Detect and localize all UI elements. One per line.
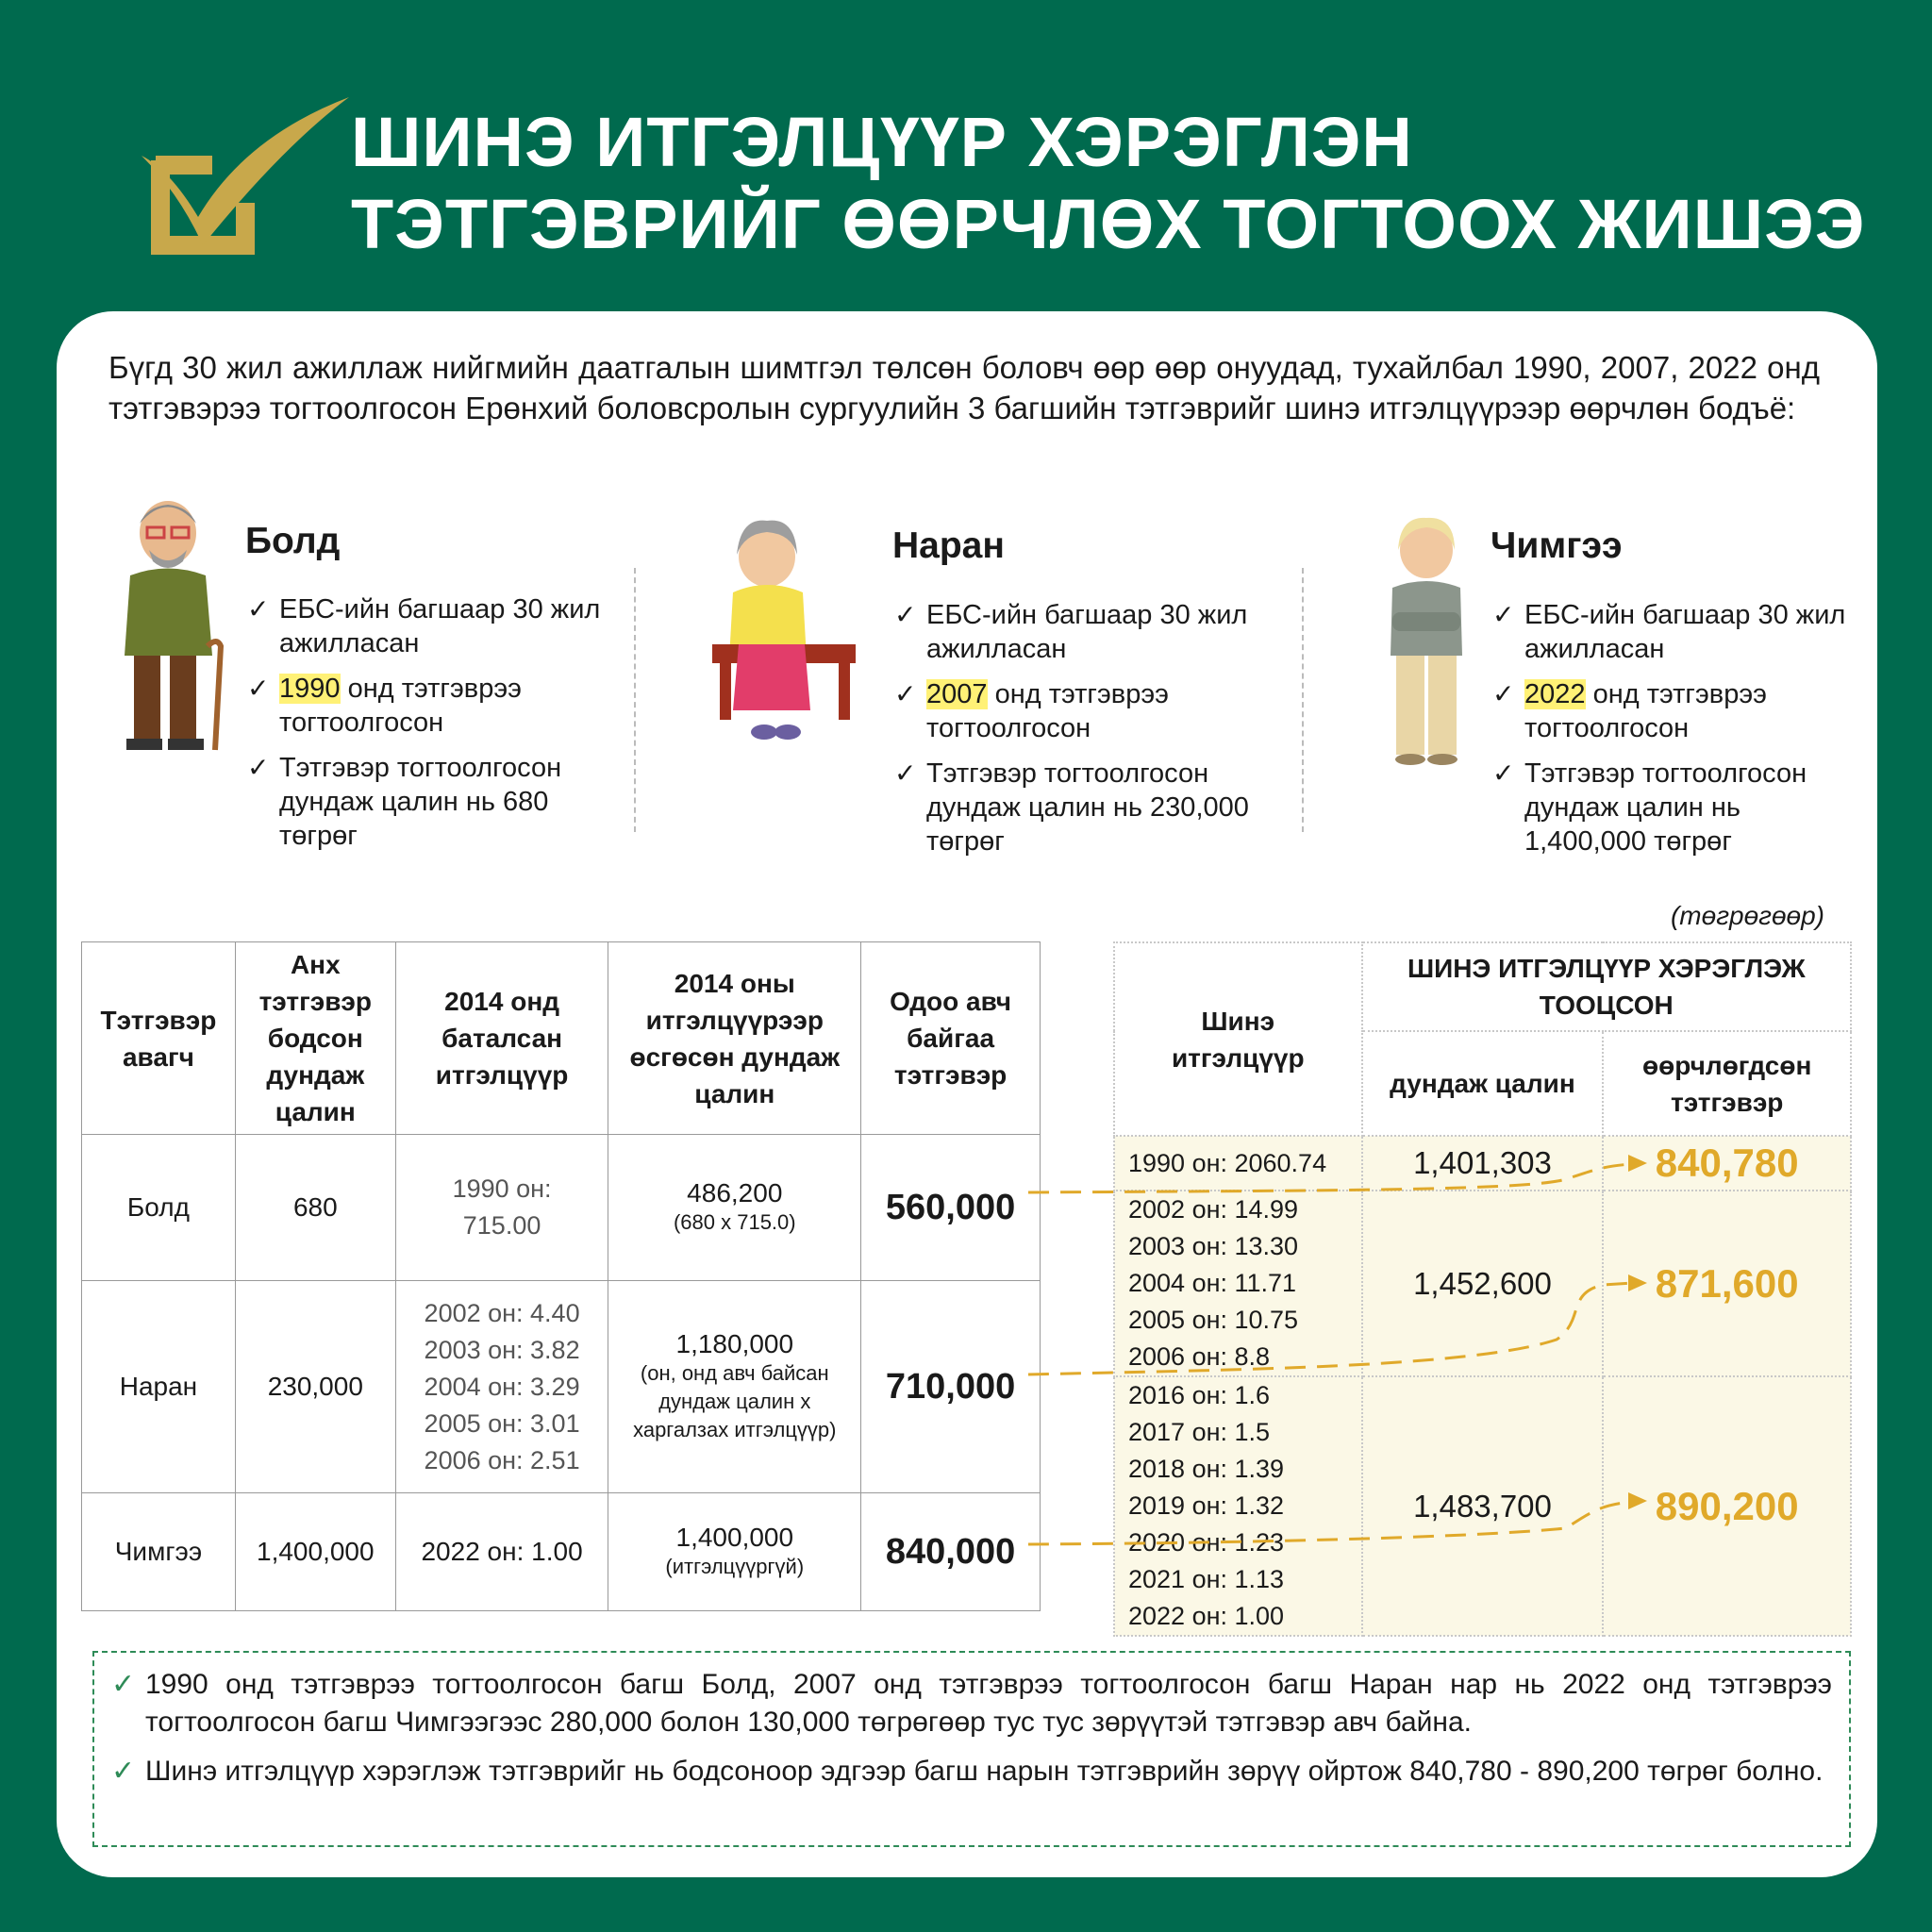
note-item — [111, 1753, 1832, 1790]
coefficient: 715.00 — [462, 1211, 541, 1240]
average-salary: 1,401,303 — [1362, 1136, 1604, 1191]
page-title-line-1: ШИНЭ ИТГЭЛЦҮҮР ХЭРЭГЛЭН — [351, 103, 1413, 181]
pensioner-name: Чимгээ — [82, 1493, 236, 1611]
check-icon: ✓ — [894, 600, 917, 629]
elderly-man-cane-icon — [113, 495, 226, 755]
raised-note: (он, онд авч байсан дундаж цалин x харгалзах итгэлцүүр) — [633, 1361, 837, 1441]
table-row — [1114, 1191, 1851, 1376]
person-details-naran — [894, 598, 1272, 870]
person-name-naran: Наран — [892, 525, 1005, 566]
group-header: ШИНЭ ИТГЭЛЦҮҮР ХЭРЭГЛЭЖ ТООЦСОН — [1362, 942, 1851, 1031]
check-icon: ✓ — [247, 753, 270, 782]
detail-text: Тэтгэвэр тогтоолгосон дундаж цалин нь 680 төгрөг — [279, 753, 562, 851]
table-row — [82, 1135, 1041, 1281]
current-pension: 710,000 — [861, 1281, 1041, 1493]
detail-text: ЕБС-ийн багшаар 30 жил ажилласан — [279, 594, 601, 658]
coefficient: 2002 он: 14.99 — [1128, 1195, 1299, 1224]
check-icon: ✓ — [894, 679, 917, 708]
coefficient: 2016 он: 1.6 — [1128, 1381, 1271, 1409]
coefficient: 1990 он: — [452, 1174, 552, 1203]
year-highlight: 1990 — [279, 674, 341, 704]
coefficient: 2003 он: 3.82 — [424, 1335, 580, 1364]
raised-salary-cell — [608, 1281, 861, 1493]
person-details-bold — [247, 592, 625, 864]
current-pension-table — [81, 941, 1041, 1611]
year-highlight: 2022 — [1524, 679, 1586, 709]
elderly-woman-bench-icon — [712, 517, 858, 743]
check-icon: ✓ — [111, 1669, 136, 1700]
coefficient-list — [1114, 1191, 1362, 1376]
check-icon: ✓ — [1492, 600, 1515, 629]
detail-text: онд тэтгэврээ тогтоолгосон — [279, 674, 522, 738]
check-icon: ✓ — [247, 594, 270, 624]
divider — [1302, 568, 1304, 832]
new-pension: 890,200 — [1603, 1376, 1851, 1636]
detail-item — [1492, 757, 1870, 858]
detail-item — [247, 592, 625, 660]
column-header: 2014 оны итгэлцүүрээр өсгөсөн дундаж цалин — [608, 942, 861, 1135]
intro-paragraph: Бүгд 30 жил ажиллаж нийгмийн даатгалын шимтгэл төлсөн боловч өөр өөр онуудад, тухайлбал 1990, 2007, 2022 онд тэтгэвэрээ тогтоолгосон Ерөнхий боловсролын сургуулийн 3 багшийн тэтгэврийг шинэ итгэлцүүрээр өөрчлөн бодъё: — [108, 350, 1820, 425]
checkbox-checkmark-icon — [132, 90, 358, 259]
detail-text: ЕБС-ийн багшаар 30 жил ажилласан — [1524, 600, 1846, 664]
raised-salary: 486,200 — [687, 1178, 783, 1208]
unit-note: (төгрөгөөр) — [1670, 901, 1824, 930]
pensioner-name: Болд — [82, 1135, 236, 1281]
coefficient: 2022 он: 1.00 — [1128, 1602, 1285, 1630]
coefficient-cell — [395, 1281, 608, 1493]
coefficient: 2006 он: 8.8 — [1128, 1342, 1271, 1371]
note-item — [111, 1666, 1832, 1741]
coefficient: 2003 он: 13.30 — [1128, 1232, 1299, 1260]
raised-salary-cell — [608, 1493, 861, 1611]
raised-note: (итгэлцүүргүй) — [665, 1555, 805, 1578]
column-header: Шинэ итгэлцүүр — [1114, 942, 1362, 1136]
page-title-line-2: ТЭТГЭВРИЙГ ӨӨРЧЛӨХ ТОГТООХ ЖИШЭЭ — [351, 185, 1866, 263]
table-row — [1114, 1136, 1851, 1191]
detail-item — [894, 598, 1272, 666]
raised-salary: 1,180,000 — [675, 1329, 794, 1358]
column-header: Тэтгэвэр авагч — [82, 942, 236, 1135]
coefficient: 2017 он: 1.5 — [1128, 1418, 1271, 1446]
new-pension: 871,600 — [1603, 1191, 1851, 1376]
check-icon: ✓ — [111, 1756, 136, 1787]
coefficient: 2018 он: 1.39 — [1128, 1455, 1285, 1483]
year-highlight: 2007 — [926, 679, 988, 709]
detail-item — [1492, 677, 1870, 745]
note-text: 1990 онд тэтгэврээ тогтоолгосон багш Болд, 2007 онд тэтгэврээ тогтоолгосон багш Наран нар нь 2022 онд тэтгэврээ тогтоолгосон багш Чимгээгээс 280,000 болон 130,000 төгрөгөөр тус тус зөрүүтэй тэтгэвэр авч байна. — [145, 1669, 1832, 1738]
person-name-bold: Болд — [245, 521, 341, 561]
conclusion-notes — [92, 1651, 1851, 1847]
coefficient-cell — [395, 1135, 608, 1281]
detail-text: онд тэтгэврээ тогтоолгосон — [1524, 679, 1767, 743]
coefficient: 2005 он: 10.75 — [1128, 1306, 1299, 1334]
table-header-row — [1114, 942, 1851, 1031]
check-icon: ✓ — [1492, 758, 1515, 788]
detail-item — [247, 672, 625, 740]
check-icon: ✓ — [1492, 679, 1515, 708]
coefficient: 2022 он: 1.00 — [395, 1493, 608, 1611]
detail-item — [894, 757, 1272, 858]
note-text: Шинэ итгэлцүүр хэрэглэж тэтгэврийг нь бодсоноор эдгээр багш нарын тэтгэврийн зөрүү ойртож 840,780 - 890,200 төгрөг болно. — [145, 1756, 1824, 1787]
table-row — [1114, 1376, 1851, 1636]
coefficient: 2021 он: 1.13 — [1128, 1565, 1285, 1593]
check-icon: ✓ — [247, 674, 270, 703]
coefficient: 1990 он: 2060.74 — [1114, 1136, 1362, 1191]
current-pension: 560,000 — [861, 1135, 1041, 1281]
new-pension: 840,780 — [1603, 1136, 1851, 1191]
new-coefficient-table — [1113, 941, 1852, 1637]
raised-salary: 1,400,000 — [675, 1523, 794, 1552]
table-header-row — [82, 942, 1041, 1135]
detail-item — [1492, 598, 1870, 666]
woman-arms-crossed-icon — [1379, 514, 1474, 769]
person-details-chimgee — [1492, 598, 1870, 870]
detail-text: ЕБС-ийн багшаар 30 жил ажилласан — [926, 600, 1248, 664]
detail-text: онд тэтгэврээ тогтоолгосон — [926, 679, 1169, 743]
raised-note: (680 x 715.0) — [673, 1210, 796, 1234]
coefficient: 2004 он: 11.71 — [1128, 1269, 1297, 1297]
initial-salary: 230,000 — [235, 1281, 395, 1493]
initial-salary: 680 — [235, 1135, 395, 1281]
column-header: Одоо авч байгаа тэтгэвэр — [861, 942, 1041, 1135]
pensioner-name: Наран — [82, 1281, 236, 1493]
average-salary: 1,452,600 — [1362, 1191, 1604, 1376]
detail-text: Тэтгэвэр тогтоолгосон дундаж цалин нь 230,000 төгрөг — [926, 758, 1249, 857]
detail-text: Тэтгэвэр тогтоолгосон дундаж цалин нь 1,400,000 төгрөг — [1524, 758, 1807, 857]
column-header: дундаж цалин — [1362, 1031, 1604, 1136]
table-row — [82, 1281, 1041, 1493]
person-name-chimgee: Чимгээ — [1491, 525, 1623, 566]
coefficient: 2020 он: 1.23 — [1128, 1528, 1285, 1557]
initial-salary: 1,400,000 — [235, 1493, 395, 1611]
coefficient: 2004 он: 3.29 — [424, 1372, 580, 1401]
current-pension: 840,000 — [861, 1493, 1041, 1611]
coefficient: 2019 он: 1.32 — [1128, 1491, 1285, 1520]
coefficient: 2005 он: 3.01 — [424, 1408, 580, 1438]
column-header: өөрчлөгдсөн тэтгэвэр — [1603, 1031, 1851, 1136]
coefficient: 2006 он: 2.51 — [424, 1445, 580, 1474]
divider — [634, 568, 636, 832]
check-icon: ✓ — [894, 758, 917, 788]
coefficient-list — [1114, 1376, 1362, 1636]
column-header: 2014 онд баталсан итгэлцүүр — [395, 942, 608, 1135]
raised-salary-cell — [608, 1135, 861, 1281]
coefficient: 2002 он: 4.40 — [424, 1298, 580, 1327]
detail-item — [247, 751, 625, 853]
table-row — [82, 1493, 1041, 1611]
average-salary: 1,483,700 — [1362, 1376, 1604, 1636]
column-header: Анх тэтгэвэр бодсон дундаж цалин — [235, 942, 395, 1135]
detail-item — [894, 677, 1272, 745]
